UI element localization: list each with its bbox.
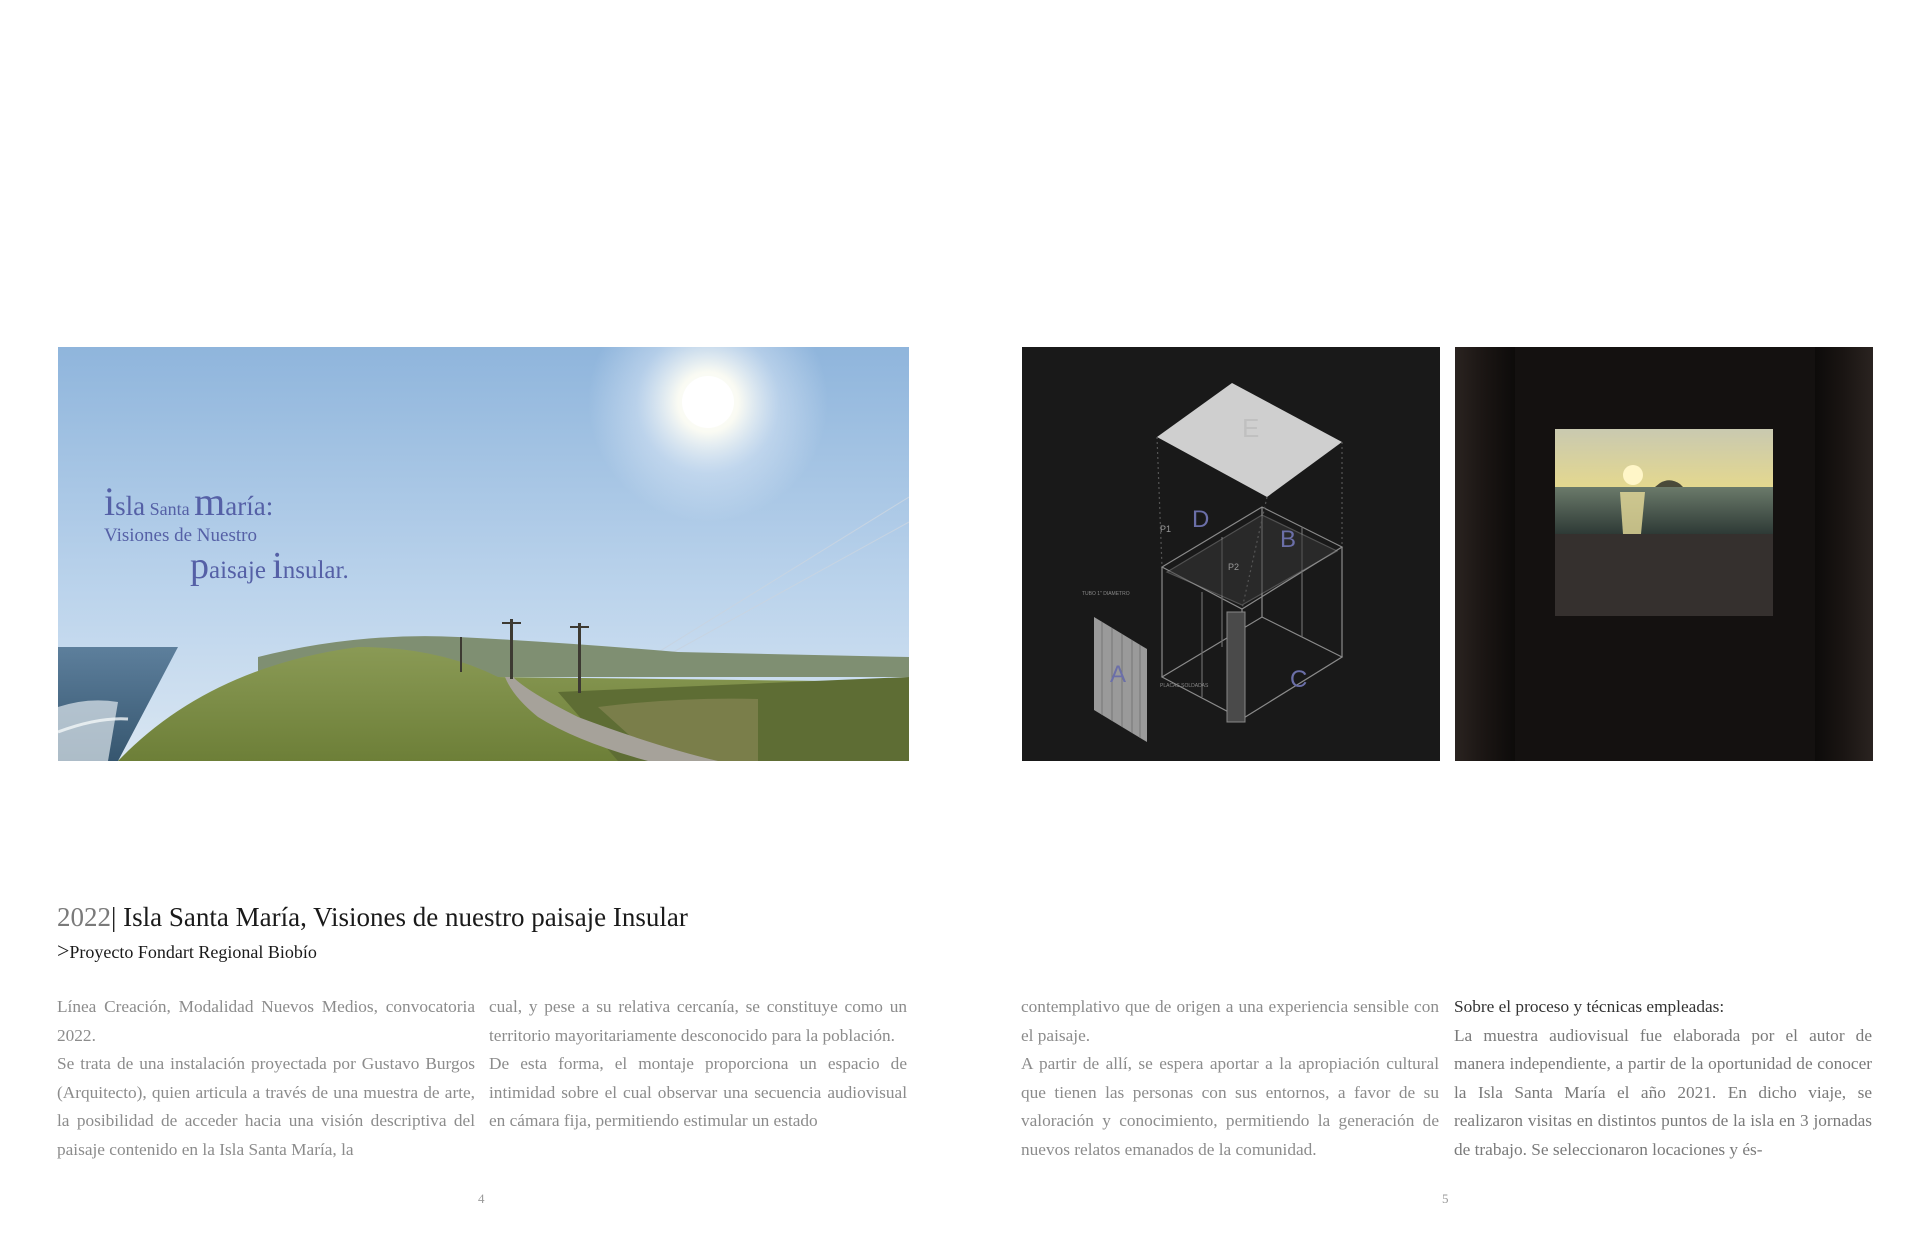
label-c: C xyxy=(1290,666,1308,693)
label-a: A xyxy=(1110,661,1127,688)
article-subheading xyxy=(57,938,317,964)
label-b: B xyxy=(1280,526,1297,553)
front-column xyxy=(1227,612,1245,722)
subheading-arrow: > xyxy=(57,938,70,963)
label-e: E xyxy=(1242,413,1260,443)
overlay-letter: m xyxy=(194,479,226,524)
paragraph: De esta forma, el montaje proporciona un espacio de intimidad sobre el cual observar una secuencia audiovisual en cámara fija, permitiendo estimular un estado xyxy=(489,1054,907,1131)
page-number-left: 4 xyxy=(478,1191,485,1206)
page-number-right: 5 xyxy=(1442,1191,1449,1206)
landscape-photo xyxy=(58,347,909,761)
overlay-letter: p xyxy=(190,545,209,587)
heading-title: Isla Santa María, Visiones de nuestro paisaje Insular xyxy=(123,902,688,932)
text-column-2 xyxy=(489,993,907,1136)
overlay-line2: Visiones de Nuestro xyxy=(104,525,257,546)
overlay-word: aisaje xyxy=(209,557,273,584)
paragraph: contemplativo que de origen a una experiencia sensible con el paisaje. xyxy=(1021,997,1439,1045)
overlay-word: aría: xyxy=(225,491,274,521)
overlay-letter: i xyxy=(272,545,283,587)
article-heading xyxy=(57,902,688,933)
installation-photo xyxy=(1455,347,1873,761)
text-column-3 xyxy=(1021,993,1439,1165)
heading-year: 2022 xyxy=(57,902,111,932)
text-column-4 xyxy=(1454,993,1872,1165)
label-p1: P1 xyxy=(1160,524,1172,534)
paragraph: Línea Creación, Modalidad Nuevos Medios, convocatoria 2022. xyxy=(57,997,475,1045)
paragraph: A partir de allí, se espera aportar a la apropiación cultural que tienen las personas con sus entornos, a favor de su valoración y conocimiento, permitiendo la generación de nuevos relatos emanados de la comunidad. xyxy=(1021,1054,1439,1159)
overlay-word: nsular. xyxy=(282,557,349,584)
label-placas: PLACAS SOLDADAS xyxy=(1160,683,1209,689)
isometric-diagram xyxy=(1022,347,1440,761)
paragraph: Se trata de una instalación proyectada por Gustavo Burgos (Arquitecto), quien articula a través de una muestra de arte, la posibilidad de acceder hacia una visión descriptiva del paisaje contenido en la Isla Santa María, la xyxy=(57,1054,475,1159)
label-d: D xyxy=(1192,506,1210,533)
paragraph: La muestra audiovisual fue elaborada por el autor de manera independiente, a partir de la oportunidad de conocer la Isla Santa María el año 2021. En dicho viaje, se realizaron visitas en distintos puntos de la isla en 3 jornadas de trabajo. Se seleccionaron locaciones y és- xyxy=(1454,1025,1872,1159)
overlay-word: Santa xyxy=(145,499,195,519)
label-tubo: TUBO 1" DIAMETRO xyxy=(1082,591,1130,597)
label-p2: P2 xyxy=(1228,562,1240,572)
overlay-title xyxy=(104,479,349,587)
subheading-text: Proyecto Fondart Regional Biobío xyxy=(69,942,317,962)
text-column-1 xyxy=(57,993,475,1165)
overlay-letter: i xyxy=(104,479,116,524)
paragraph: cual, y pese a su relativa cercanía, se constituye como un territorio mayoritariamente desconocido para la población. xyxy=(489,997,907,1045)
heading-separator: | xyxy=(111,902,124,932)
overlay-word: sla xyxy=(115,491,146,521)
section-heading: Sobre el proceso y técnicas empleadas: xyxy=(1454,997,1725,1016)
